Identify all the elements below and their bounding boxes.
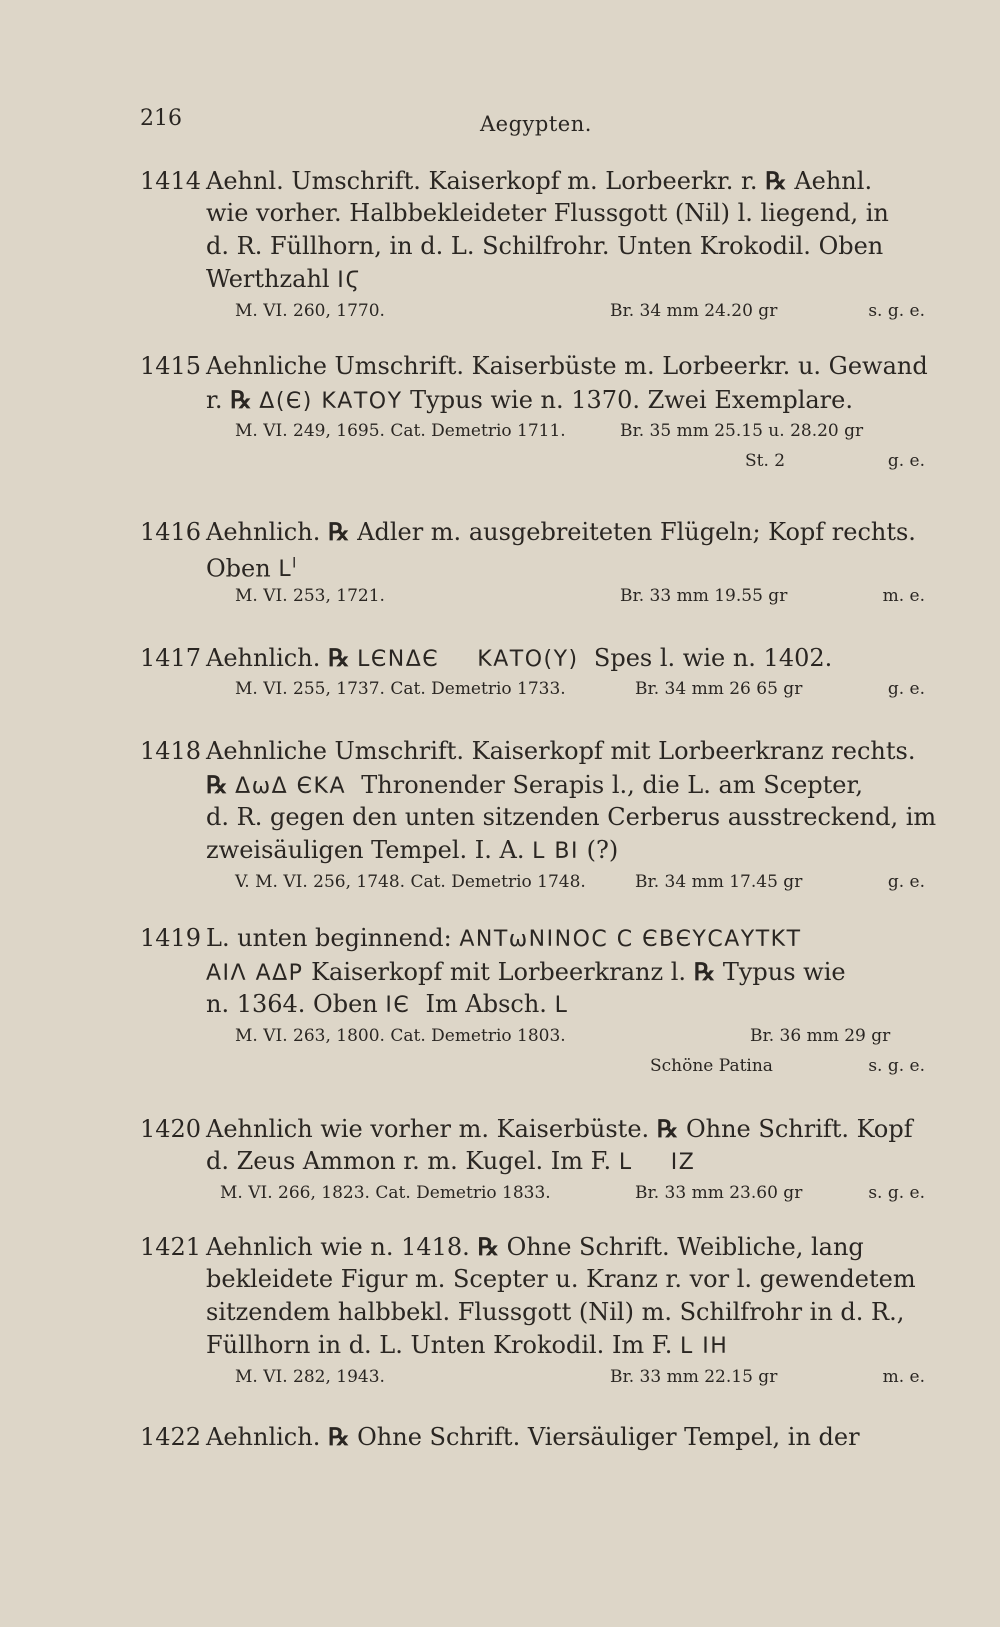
- reference: M. VI. 255, 1737. Cat. Demetrio 1733.: [235, 679, 566, 699]
- page-number: 216: [140, 106, 182, 131]
- entry-number: 1419: [140, 924, 202, 952]
- entry-text: Kaiserkopf mit Lorbeerkranz l.: [311, 958, 687, 986]
- reference: M. VI. 253, 1721.: [235, 586, 385, 606]
- reference: M. VI. 260, 1770.: [235, 301, 385, 321]
- entry-text: Typus wie: [722, 958, 846, 986]
- material-weight: Br. 33 mm 23.60 gr: [635, 1183, 803, 1203]
- catalog-entry-1414: [140, 164, 925, 326]
- entry-number: 1417: [140, 644, 202, 672]
- entry-text: n. 1364. Oben: [206, 990, 378, 1018]
- entry-text: Ohne Schrift. Viersäuliger Tempel, in der: [357, 1423, 860, 1451]
- material-weight: Br. 36 mm 29 gr: [750, 1026, 891, 1046]
- reference: M. VI. 266, 1823. Cat. Demetrio 1833.: [220, 1183, 551, 1203]
- greek-legend: ΚΑΤΟ(Υ): [477, 647, 579, 672]
- catalog-entry-1417: [140, 641, 925, 704]
- greek-legend: ΙЄ: [385, 993, 411, 1018]
- entry-text: L. unten beginnend:: [206, 924, 452, 952]
- reference: V. M. VI. 256, 1748. Cat. Demetrio 1748.: [235, 872, 586, 892]
- entry-text: Thronender Serapis l., die L. am Scepter,: [361, 771, 863, 799]
- reference: M. VI. 263, 1800. Cat. Demetrio 1803.: [235, 1026, 566, 1046]
- material-weight: Br. 33 mm 19.55 gr: [620, 586, 788, 606]
- entry-text: Aehnlich wie n. 1418.: [206, 1233, 470, 1261]
- reverse-symbol: ℞: [477, 1232, 499, 1261]
- entry-text: bekleidete Figur m. Scepter u. Kranz r. vor l. gewendetem: [206, 1265, 916, 1293]
- greek-legend: L: [554, 993, 569, 1018]
- grade: m. e.: [882, 1367, 925, 1387]
- entry-text: Im Absch.: [425, 990, 547, 1018]
- entry-text: Aehnliche Umschrift. Kaiserkopf mit Lorbeerkranz rechts.: [206, 737, 916, 765]
- material-weight: Br. 34 mm 17.45 gr: [635, 872, 803, 892]
- greek-legend: Δ(Є) ΚΑΤΟΥ: [259, 389, 403, 414]
- entry-text: Aehnlich.: [206, 644, 321, 672]
- entry-text: Aehnlich wie vorher m. Kaiserbüste.: [206, 1115, 650, 1143]
- entry-text: Spes l. wie n. 1402.: [593, 644, 833, 672]
- grade: g. e.: [887, 679, 925, 699]
- reference: M. VI. 249, 1695. Cat. Demetrio 1711.: [235, 421, 566, 441]
- material-weight: Br. 33 mm 22.15 gr: [610, 1367, 778, 1387]
- greek-legend: L ΙΗ: [680, 1334, 729, 1359]
- entry-number: 1421: [140, 1233, 202, 1261]
- greek-legend: L: [618, 1150, 633, 1175]
- catalog-entry-1422: [140, 1420, 925, 1453]
- reference: M. VI. 282, 1943.: [235, 1367, 385, 1387]
- greek-legend: $L^I$: [278, 556, 298, 583]
- material-weight: Br. 35 mm 25.15 u. 28.20 gr: [620, 421, 864, 441]
- greek-legend: ΔωΔ ЄΚΑ: [235, 774, 347, 799]
- entry-text: zweisäuligen Tempel. I. A.: [206, 836, 525, 864]
- entry-number: 1420: [140, 1115, 202, 1143]
- grade: m. e.: [882, 586, 925, 606]
- reverse-symbol: ℞: [693, 957, 716, 986]
- grade: s. g. e.: [868, 1056, 925, 1076]
- entry-text: Aehnl. Umschrift. Kaiserkopf m. Lorbeerkr. r.: [206, 167, 758, 195]
- entry-number: 1418: [140, 737, 202, 765]
- entry-number: 1422: [140, 1423, 202, 1451]
- entry-number: 1414: [140, 167, 202, 195]
- reverse-symbol: ℞: [206, 770, 228, 799]
- entry-text: Aehnlich.: [206, 1423, 321, 1451]
- entry-text: Ohne Schrift. Weibliche, lang: [506, 1233, 864, 1261]
- grade: g. e.: [887, 451, 925, 471]
- entry-text: r.: [206, 386, 223, 414]
- grade: s. g. e.: [868, 301, 925, 321]
- page-header: [140, 100, 920, 140]
- grade: s. g. e.: [868, 1183, 925, 1203]
- greek-legend: ΑΝΤωΝΙΝΟϹ Ϲ ЄΒЄΥϹΑΥΤΚΤ: [459, 927, 802, 952]
- entry-text: sitzendem halbbekl. Flussgott (Nil) m. Schilfrohr in d. R.,: [206, 1298, 905, 1326]
- entry-number: 1416: [140, 518, 202, 546]
- reverse-symbol: ℞: [327, 1422, 350, 1451]
- grade: g. e.: [887, 872, 925, 892]
- entry-text: Aehnlich.: [206, 518, 321, 546]
- entry-text: Aehnl.: [794, 167, 873, 195]
- catalog-entry-1418: [140, 735, 937, 897]
- entry-number: 1415: [140, 352, 202, 380]
- reverse-symbol: ℞: [327, 517, 350, 546]
- entry-text: Werthzahl: [206, 265, 330, 293]
- catalog-entry-1416: [140, 515, 925, 611]
- greek-legend: IZ: [670, 1150, 696, 1175]
- extra-note: Schöne Patina: [650, 1056, 773, 1076]
- greek-legend: ΑΙΛ ΑΔΡ: [206, 961, 304, 986]
- material-weight: Br. 34 mm 26 65 gr: [635, 679, 803, 699]
- material-weight: Br. 34 mm 24.20 gr: [610, 301, 778, 321]
- entry-text: d. R. Füllhorn, in d. L. Schilfrohr. Unten Krokodil. Oben: [206, 232, 884, 260]
- entry-text: d. Zeus Ammon r. m. Kugel. Im F.: [206, 1147, 612, 1175]
- greek-legend: L ΒΙ: [532, 839, 579, 864]
- catalog-entry-1420: [140, 1112, 925, 1208]
- reverse-symbol: ℞: [230, 385, 252, 414]
- running-title: Aegypten.: [480, 112, 592, 136]
- entry-text: d. R. gegen den unten sitzenden Cerberus ausstreckend, im: [206, 803, 937, 831]
- catalog-entry-1421: [140, 1230, 925, 1392]
- entry-text: wie vorher. Halbbekleideter Flussgott (Nil) l. liegend, in: [206, 199, 889, 227]
- reverse-symbol: ℞: [765, 166, 787, 195]
- entry-text: Ohne Schrift. Kopf: [685, 1115, 913, 1143]
- catalog-entry-1415: [140, 350, 928, 476]
- catalog-entry-1419: [140, 922, 925, 1081]
- reverse-symbol: ℞: [656, 1114, 679, 1143]
- entry-text: Oben: [206, 554, 271, 583]
- entry-text: (?): [586, 836, 619, 864]
- entry-text: Typus wie n. 1370. Zwei Exemplare.: [410, 386, 853, 414]
- entry-text: Aehnliche Umschrift. Kaiserbüste m. Lorbeerkr. u. Gewand: [206, 352, 928, 380]
- entry-text: Adler m. ausgebreiteten Flügeln; Kopf rechts.: [357, 518, 916, 546]
- greek-legend: LЄΝΔЄ: [357, 647, 440, 672]
- entry-text: Füllhorn in d. L. Unten Krokodil. Im F.: [206, 1331, 673, 1359]
- extra-note: St. 2: [745, 451, 786, 471]
- reverse-symbol: ℞: [327, 643, 350, 672]
- greek-legend: IϚ: [337, 268, 361, 293]
